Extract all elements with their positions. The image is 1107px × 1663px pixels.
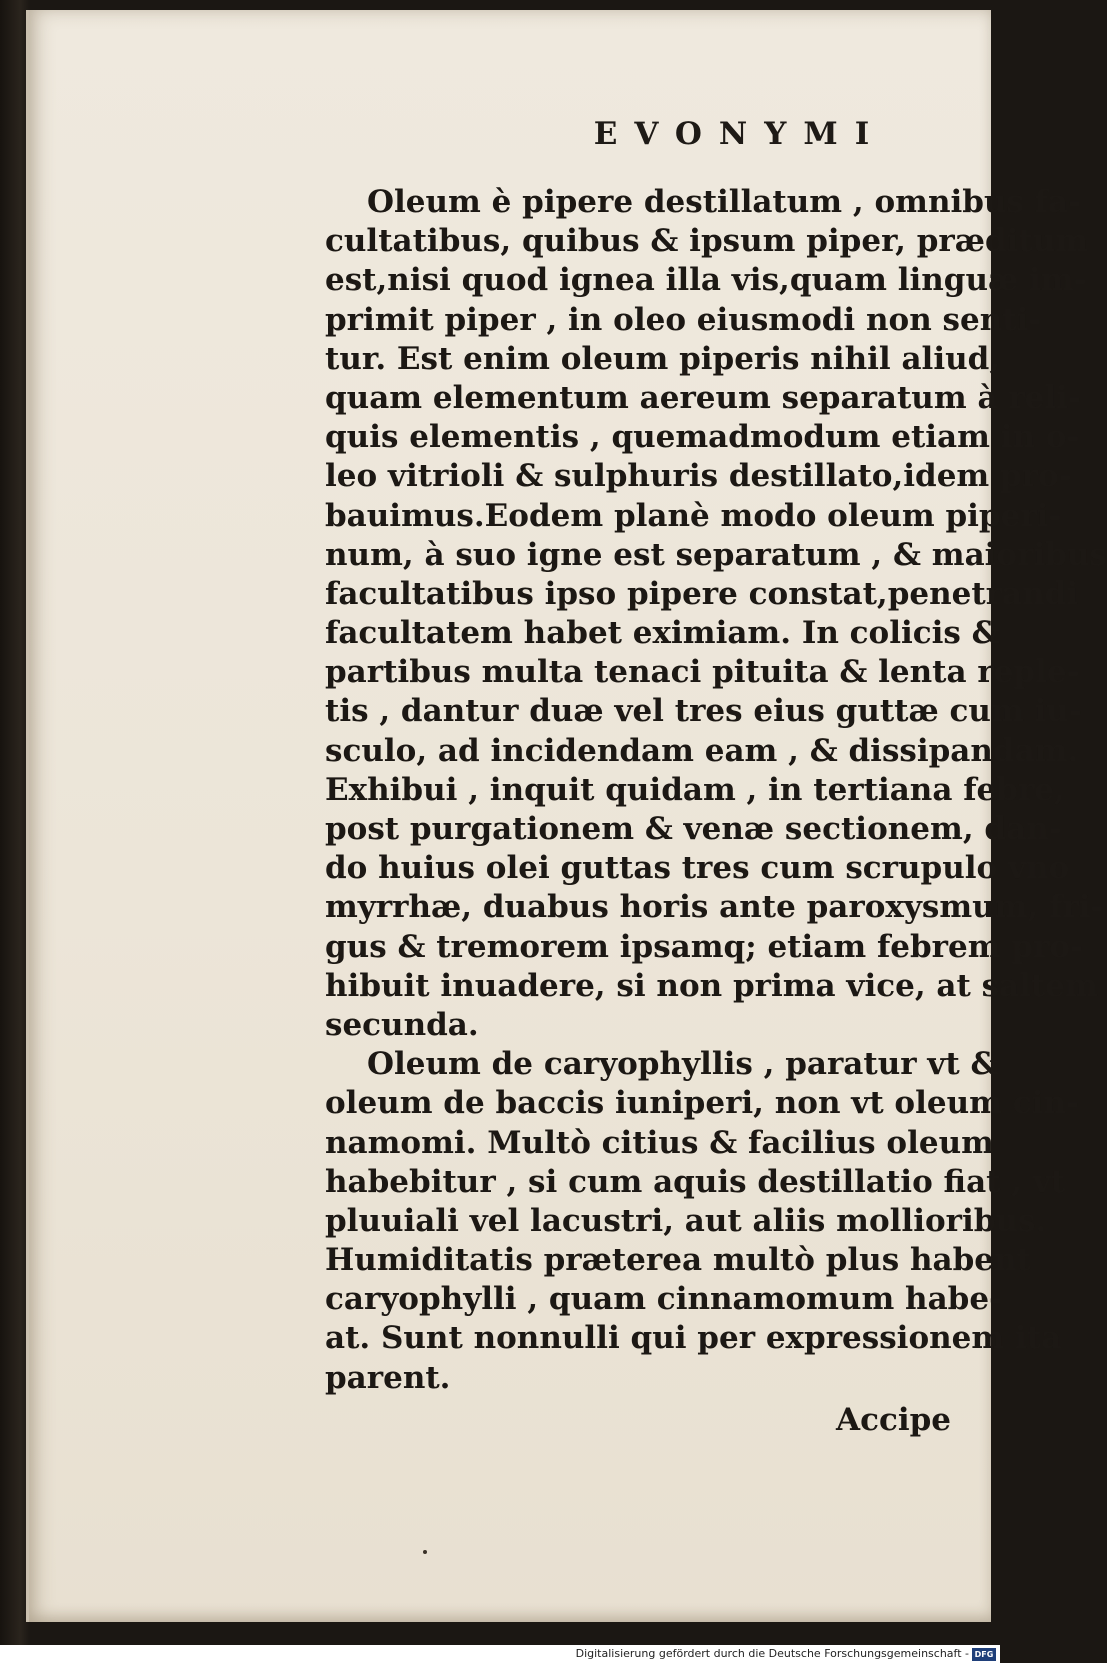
running-title: EVONYMI: [593, 116, 887, 152]
dfg-logo-icon: DFG: [972, 1648, 996, 1661]
digitization-footer: [0, 1645, 1000, 1663]
ink-speck: [423, 1550, 427, 1554]
text-line: caryophylli , quam cinnamomum habe-: [325, 1281, 1002, 1318]
footer-credit: Digitalisierung gefördert durch die Deutsche Forschungsgemeinschaft -: [575, 1647, 969, 1660]
text-line: primit piper , in oleo eiusmodi non senti-: [325, 301, 1042, 338]
text-line: bauimus.Eodem planè modo oleum piperi-: [325, 497, 1062, 534]
text-line: Oleum de caryophyllis , paratur vt &: [367, 1046, 999, 1083]
text-line: leo vitrioli & sulphuris destillato,idem pro-: [325, 458, 1072, 495]
text-line: at. Sunt nonnulli qui per expressionem ita: [325, 1320, 1062, 1357]
text-line: partibus multa tenaci pituita & lenta reple-: [325, 654, 1080, 691]
text-line: namomi. Multò citius & facilius oleum: [325, 1124, 994, 1161]
text-line: quis elementis , quemadmodum etiam in o-: [325, 419, 1080, 456]
text-line: habebitur , si cum aquis destillatio fiat , vt: [325, 1163, 1066, 1200]
text-line: facultatem habet eximiam. In colicis &: [325, 615, 1000, 652]
text-line: Humiditatis præterea multò plus habent: [325, 1242, 1031, 1279]
text-line: secunda.: [325, 1006, 479, 1043]
body-text: [325, 183, 1107, 1398]
text-line: facultatibus ipso pipere constat,penetrandi: [325, 575, 1079, 612]
catchword: Accipe: [836, 1402, 951, 1438]
text-line: hibuit inuadere, si non prima vice, at saltem: [325, 967, 1098, 1004]
text-line: Exhibui , inquit quidam , in tertiana febre,: [325, 771, 1065, 808]
text-line: post purgationem & venæ sectionem, dan-: [325, 811, 1062, 847]
text-line: do huius olei guttas tres cum scrupulo vno: [325, 850, 1070, 887]
text-line: oleum de baccis iuniperi, non vt oleum cin-: [325, 1085, 1079, 1122]
text-line: gus & tremorem ipsamq; etiam febrem pro-: [325, 928, 1083, 965]
text-line: sculo, ad incidendam eam , & dissipandam.: [325, 732, 1079, 769]
text-line: quam elementum aereum separatum à reli-: [325, 379, 1081, 416]
text-line: tur. Est enim oleum piperis nihil aliud,: [325, 340, 1001, 377]
text-line: parent.: [325, 1359, 451, 1396]
text-line: tis , dantur duæ vel tres eius guttæ cum iu-: [325, 693, 1082, 730]
text-line: pluuiali vel lacustri, aut aliis mollioribus.: [325, 1202, 1047, 1239]
text-line: Oleum è pipere destillatum , omnibus fa-: [367, 184, 1082, 220]
book-page: [26, 10, 1107, 1622]
text-line: myrrhæ, duabus horis ante paroxysmum, fri-: [325, 889, 1104, 926]
text-line: cultatibus, quibus & ipsum piper, præditum: [325, 223, 1089, 260]
text-line: num, à suo igne est separatum , & maioribus: [325, 536, 1107, 573]
text-line: est,nisi quod ignea illa vis,quam linguæ im-: [325, 262, 1087, 299]
